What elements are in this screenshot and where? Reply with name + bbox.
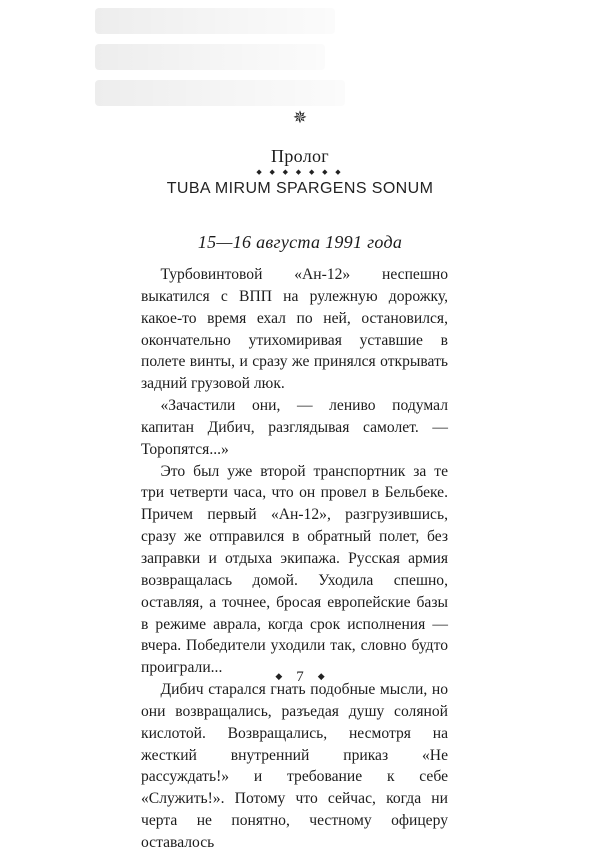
chapter-subtitle: TUBA MIRUM SPARGENS SONUM bbox=[166, 180, 434, 197]
chapter-date: 15—16 августа 1991 года bbox=[197, 232, 403, 252]
paragraph: Это был уже второй транспортник за те три четверти часа, что он провел в Бельбеке. Причем первый «Ан-12», разгрузившись, сразу же отправился в обратный полет, без заправки и отдыха экипажа. Русская армия возвращалась домой. Уходила спешно, оставляя, а точнее, бросая европейские базы в режиме аврала, когда срок исполнения — вчера. Победители уходили так, словно будто проиграли... bbox=[141, 462, 448, 677]
bleed-line bbox=[95, 44, 325, 70]
paragraph: Турбовинтовой «Ан-12» неспешно выкатился с ВПП на рулежную дорожку, какое-то время ехал по ней, остановился, окончательно утихомиривая уставшие в полете винты, и сразу же принялся открывать задний грузовой люк. bbox=[141, 266, 448, 393]
bleed-line bbox=[95, 8, 335, 34]
chapter-ornament: ✵ bbox=[292, 108, 308, 127]
chapter-title: Пролог bbox=[271, 146, 329, 166]
bleed-line bbox=[95, 80, 345, 106]
paragraph: «Зачастили они, — лениво подумал капитан Дибич, разглядывая самолет. — Торопятся...» bbox=[141, 397, 448, 458]
body-text bbox=[141, 264, 448, 854]
paragraph: Дибич старался гнать подобные мысли, но они возвращались, разъедая душу соляной кислотой. Возвращались, несмотря на жесткий внутренний приказ «Не рассуждать!» и требование к себе «Служить!». Потому что сейчас, когда ни черта не понятно, честному офицеру оставалось bbox=[141, 681, 448, 851]
page-footer bbox=[0, 669, 600, 686]
footer-diamond-left: ◆ bbox=[275, 671, 283, 681]
title-divider: ◆ ◆ ◆ ◆ ◆ ◆ ◆ bbox=[256, 168, 344, 176]
footer-diamond-right: ◆ bbox=[317, 671, 325, 681]
bleed-through-text bbox=[95, 8, 385, 116]
page-number: 7 bbox=[296, 669, 304, 685]
